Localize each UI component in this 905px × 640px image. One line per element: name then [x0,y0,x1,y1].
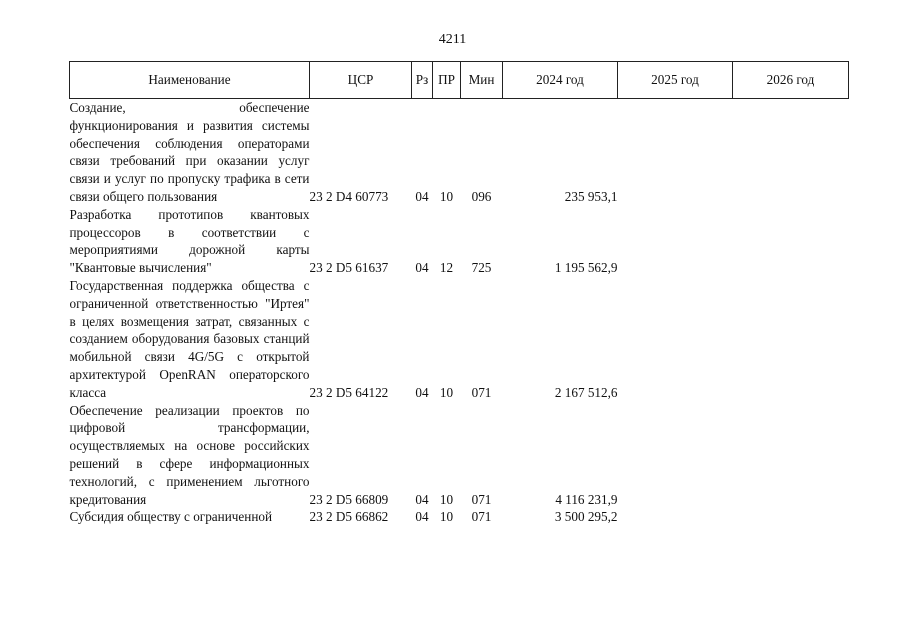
table-row [70,508,849,526]
row-amount-2024: 2 167 512,6 [554,384,618,400]
column-header-csr: ЦСР [310,62,412,99]
row-pr: 10 [439,509,454,525]
row-amount-2024: 1 195 562,9 [554,260,618,276]
column-header-pr: ПР [433,62,461,99]
row-amount-2026 [733,508,849,526]
row-name: Субсидия обществу с ограниченной [69,509,273,525]
row-rz: 04 [415,260,429,276]
row-pr: 10 [439,491,454,507]
row-rz: 04 [415,491,429,507]
row-min: 071 [471,384,492,400]
row-rz: 04 [415,384,429,400]
table-row [70,277,849,402]
row-pr: 10 [439,188,454,204]
row-amount-2025 [618,402,733,509]
row-csr: 23 2 D5 64122 [309,384,389,400]
row-min: 071 [471,491,492,507]
column-header-min: Мин [461,62,503,99]
row-rz: 04 [415,188,429,204]
table-row [70,402,849,509]
row-rz: 04 [415,509,429,525]
row-amount-2026 [733,402,849,509]
row-amount-2025 [618,277,733,402]
row-csr: 23 2 D5 66809 [309,491,389,507]
row-amount-2024: 3 500 295,2 [554,509,618,525]
row-amount-2026 [733,206,849,277]
row-csr: 23 2 D5 61637 [309,260,389,276]
table-row [70,206,849,277]
row-min: 071 [471,509,492,525]
row-name: Обеспечение реализации проектов по цифровой трансформации, осуществляемых на основе российских решений в сфере информационных технологий, с применением льготного кредитования [69,402,310,507]
row-amount-2026 [733,99,849,206]
row-name: Государственная поддержка общества с ограниченной ответственностью "Иртея" в целях возмещения затрат, связанных с созданием оборудования базовых станций мобильной связи 4G/5G с открытой архитектурой OpenRAN операторского класса [69,277,310,400]
column-header-2026: 2026 год [733,62,849,99]
row-csr: 23 2 D5 66862 [309,509,389,525]
row-csr: 23 2 D4 60773 [309,188,389,204]
row-pr: 10 [439,384,454,400]
row-amount-2026 [733,277,849,402]
row-name: Разработка прототипов квантовых процессоров в соответствии с мероприятиями дорожной карты "Квантовые вычисления" [69,206,310,276]
column-header-2025: 2025 год [618,62,733,99]
table-row [70,99,849,206]
column-header-2024: 2024 год [503,62,618,99]
row-name: Создание, обеспечение функционирования и развития системы обеспечения соблюдения операторами связи требований при оказании услуг связи и услуг по пропуску трафика в сети связи общего пользования [69,100,310,204]
row-amount-2024: 4 116 231,9 [555,491,618,507]
row-pr: 12 [439,260,454,276]
page-number: 4211 [438,32,467,47]
row-min: 725 [471,260,492,276]
column-header-rz: Рз [412,62,433,99]
column-header-name: Наименование [70,62,310,99]
table-header-row [70,62,849,99]
row-amount-2025 [618,508,733,526]
row-amount-2024: 235 953,1 [564,188,618,204]
budget-table [69,61,849,526]
row-min: 096 [471,188,492,204]
row-amount-2025 [618,206,733,277]
row-amount-2025 [618,99,733,206]
